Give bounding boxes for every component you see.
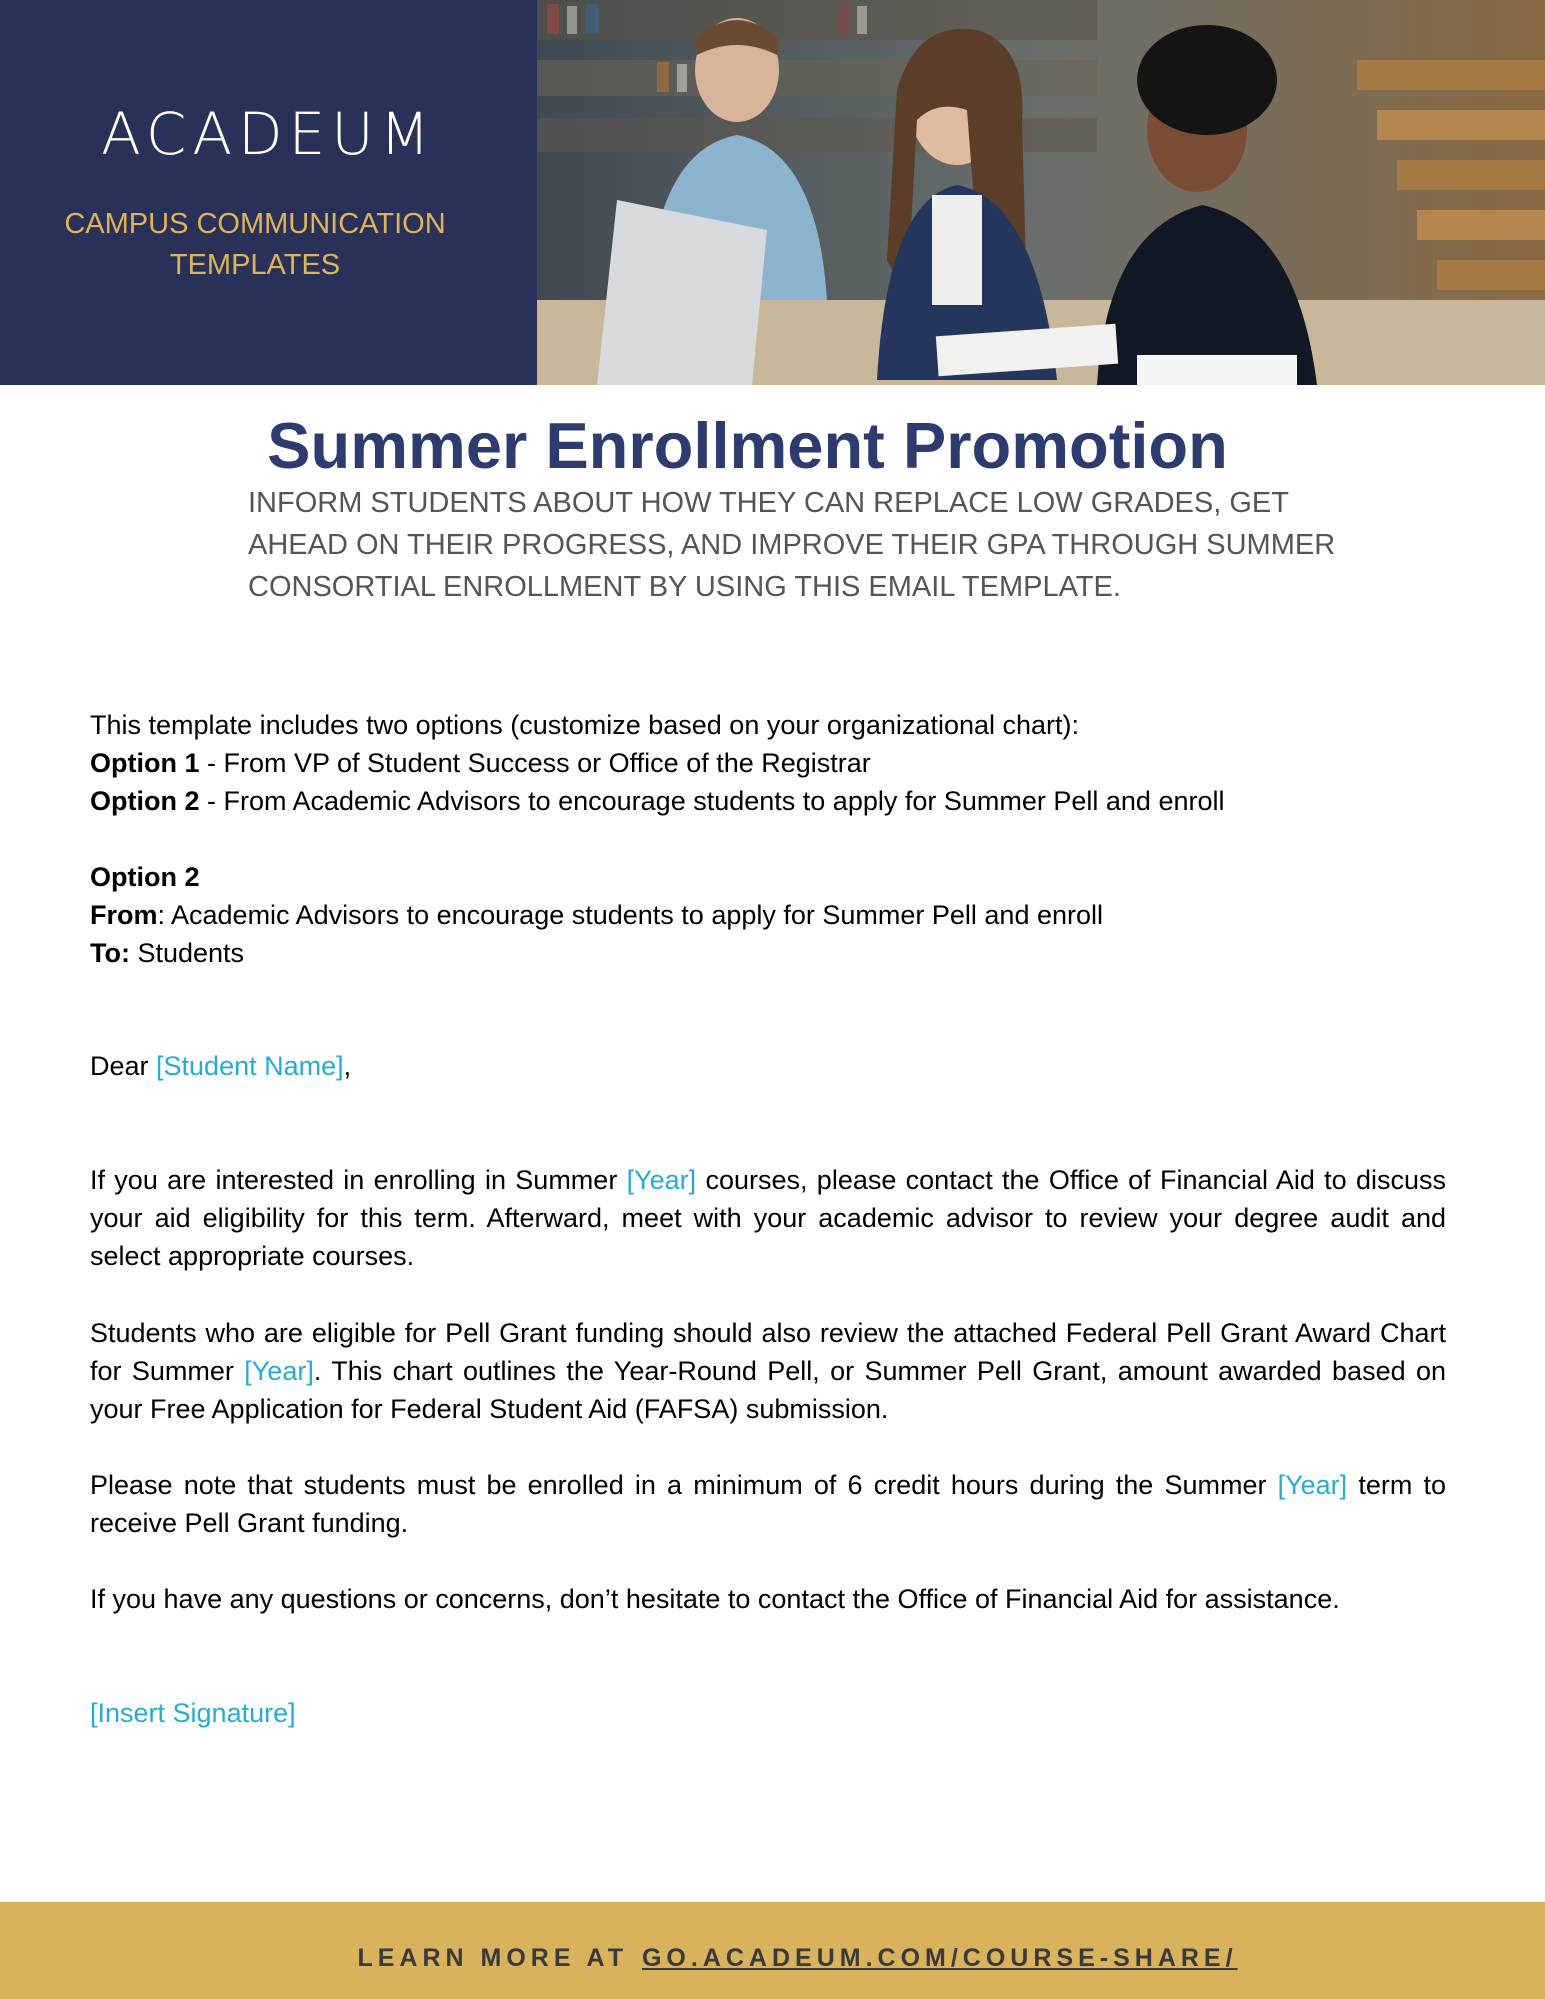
signature-placeholder: [Insert Signature] (90, 1698, 296, 1728)
from-label: From (90, 900, 158, 930)
footer-cta (0, 1944, 1545, 1973)
header-tagline: CAMPUS COMMUNICATION TEMPLATES (64, 208, 446, 281)
footer-prefix: LEARN MORE AT (357, 1944, 628, 1972)
paragraph-1-text-a: If you are interested in enrolling in Summer (90, 1165, 627, 1195)
option-2-text: - From Academic Advisors to encourage students to apply for Summer Pell and enroll (199, 786, 1225, 816)
page-title: Summer Enrollment Promotion (267, 409, 1228, 482)
intro-line: This template includes two options (customize based on your organizational chart): (90, 710, 1080, 740)
paragraph-3-text-a: Please note that students must be enrolled in a minimum of 6 credit hours during the Summer (90, 1470, 1278, 1500)
option-2-line (90, 782, 1446, 820)
option-1-text: - From VP of Student Success or Office of the Registrar (199, 748, 871, 778)
page-subtitle: INFORM STUDENTS ABOUT HOW THEY CAN REPLACE LOW GRADES, GET AHEAD ON THEIR PROGRESS, AND IMPROVE THEIR GPA THROUGH SUMMER CONSORTIAL ENROLLMENT BY USING THIS EMAIL TEMPLATE. (248, 487, 1336, 603)
hero-photo-students-studying (537, 0, 1545, 385)
option-2-label: Option 2 (90, 786, 200, 816)
course-share-link[interactable]: GO.ACADEUM.COM/COURSE-SHARE/ (641, 1944, 1238, 1972)
from-text: : Academic Advisors to encourage students to apply for Summer Pell and enroll (157, 900, 1104, 930)
year-placeholder: [Year] (1277, 1470, 1348, 1500)
paragraph-1-text-b: courses, please contact the Office of Financial Aid to discuss your aid eligibility for this term. Afterward, meet with your academic advisor to review your degree audit and select appropriate courses. (90, 1165, 1446, 1271)
year-placeholder: [Year] (626, 1165, 697, 1195)
paragraph-2-text-b: . This chart outlines the Year-Round Pell, or Summer Pell Grant, amount awarded based on your Free Application for Federal Student Aid (FAFSA) submission. (90, 1356, 1447, 1424)
academeum-logo: ACADEUM (101, 100, 436, 168)
year-placeholder: [Year] (244, 1356, 314, 1386)
paragraph-1 (90, 1161, 1446, 1275)
paragraph-4: If you have any questions or concerns, don’t hesitate to contact the Office of Financial Aid for assistance. (90, 1584, 1340, 1614)
greeting-text: Dear (90, 1051, 157, 1081)
option-1-line (90, 744, 1446, 782)
intro-block (90, 706, 1446, 820)
student-name-placeholder: [Student Name] (156, 1051, 344, 1081)
paragraph-3-text-b: term to receive Pell Grant funding. (90, 1470, 1446, 1538)
to-line (90, 934, 1446, 972)
to-text: Students (129, 938, 245, 968)
paragraph-2-text-a: Students who are eligible for Pell Grant funding should also review the attached Federal Pell Grant Award Chart for Summer (90, 1318, 1446, 1386)
paragraph-3 (90, 1466, 1446, 1542)
option-1-label: Option 1 (90, 748, 200, 778)
email-meta-block (90, 858, 1446, 972)
greeting-comma: , (343, 1051, 352, 1081)
option-heading (90, 858, 1446, 896)
students-illustration (537, 0, 1545, 385)
paragraph-2 (90, 1314, 1446, 1428)
to-label: To: (90, 938, 130, 968)
option-heading-text: Option 2 (90, 862, 200, 892)
header-panel (0, 0, 537, 385)
greeting-line (90, 1047, 1446, 1085)
from-line (90, 896, 1446, 934)
